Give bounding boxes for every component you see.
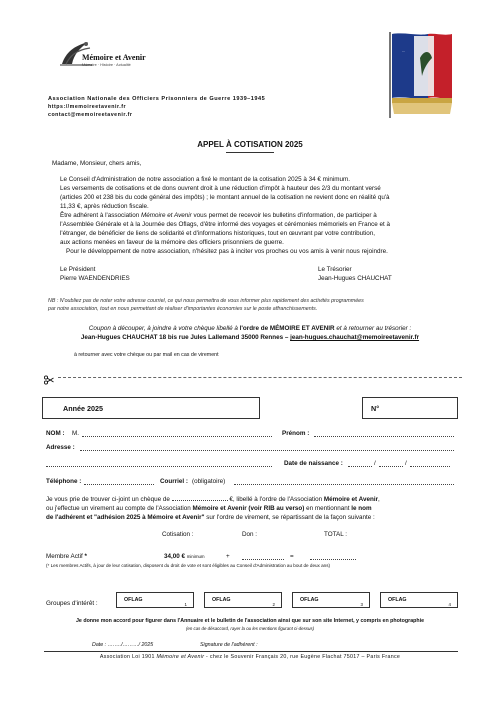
- treasurer-role: Le Trésorier: [318, 266, 352, 273]
- courriel-field[interactable]: [234, 484, 454, 485]
- total-field[interactable]: [310, 559, 356, 560]
- date-field[interactable]: Date : ……../………/ 2025: [92, 642, 154, 648]
- text: 34,00 €: [164, 553, 186, 560]
- telephone-field[interactable]: [84, 484, 154, 485]
- letter-paragraph-1: Le Conseil d'Administration de notre association a fixé le montant de la cotisation 2025 à 34 € minimum.: [60, 176, 350, 183]
- oflag-box-3[interactable]: [292, 592, 370, 608]
- date-sep: /: [374, 460, 376, 467]
- naissance-day[interactable]: [348, 466, 372, 467]
- membre-actif-label: [46, 553, 87, 561]
- date-sep: /: [405, 460, 407, 467]
- text: minimum: [186, 554, 205, 559]
- oflag-box-4[interactable]: [380, 592, 458, 608]
- adresse-label: Adresse :: [46, 444, 75, 451]
- text: de l'adhérent et "adhésion 2025 à Mémoire et Avenir": [46, 514, 205, 521]
- oflag-box-2[interactable]: [204, 592, 282, 608]
- cheque-line-3: [46, 514, 375, 522]
- svg-text:...: ...: [402, 48, 406, 53]
- cheque-amount-field[interactable]: [172, 500, 228, 501]
- text: Je vous prie de trouver ci-joint un chèque de: [46, 496, 172, 503]
- treasurer-address: [0, 334, 500, 342]
- logo-title: Mémoire et Avenir: [82, 53, 146, 62]
- letter-paragraph-3b: l'Assemblée Générale et à la Journée des Oflags, d'être informé des voyages et cérémonies mémoriels en France et à: [60, 221, 391, 228]
- text: - chez le Souvenir Français 20, rue Eugène Flachat 75017 – Paris France: [204, 654, 401, 660]
- year-box: [42, 397, 260, 419]
- text: Membre Actif: [46, 553, 83, 560]
- member-number-box[interactable]: [362, 397, 458, 419]
- prenom-field[interactable]: [314, 436, 454, 437]
- text: vous permet de recevoir les bulletins d'information, de participer à: [191, 212, 377, 219]
- courriel-label: Courriel :: [160, 478, 188, 485]
- president-name: Pierre WAENDENDRIES: [60, 275, 130, 282]
- treasurer-email-link[interactable]: jean-hugues.chauchat@memoireetavenir.fr: [290, 334, 420, 341]
- text: ou j'effectue un virement au compte de l'Association: [46, 505, 193, 512]
- courriel-hint: (obligatoire): [192, 478, 226, 485]
- groupes-label: Groupes d'intérêt :: [46, 600, 98, 607]
- nom-label: NOM :: [46, 430, 65, 437]
- adresse-field-line2[interactable]: [46, 466, 272, 467]
- letter-paragraph-2b: (articles 200 et 238 bis du code général des impôts) ; le montant annuel de la cotisation ne revient donc en réalité qu'à: [60, 194, 390, 201]
- equals-sign: =: [290, 553, 294, 560]
- adresse-field[interactable]: [80, 450, 454, 451]
- text: et à retourner au trésorier :: [334, 325, 412, 332]
- membre-amount: [164, 553, 205, 561]
- text: sur l'ordre de virement, se répartissant de la façon suivante :: [204, 514, 375, 521]
- membre-footnote: (* Les membres Actifs, à jour de leur cotisation, disposent du droit de vote et sont éligibles au Conseil d'Administration au bout de deux ans): [46, 563, 331, 568]
- total-label: TOTAL :: [324, 531, 347, 538]
- text: Mémoire et Avenir: [323, 496, 379, 503]
- nom-field[interactable]: [82, 436, 272, 437]
- oflag-number: 1: [184, 602, 187, 607]
- cotisation-label: Cotisation :: [162, 531, 194, 538]
- letter-paragraph-3c: l'étranger, de bénéficier de liens de solidarité et d'informations historiques, tout en œuvrant par votre contribution,: [60, 230, 375, 237]
- association-name: Association Nationale des Officiers Prisonniers de Guerre 1939–1945: [48, 96, 266, 102]
- letter-paragraph-3d: aux actions menées en faveur de la mémoire des officiers prisonniers de guerre.: [60, 239, 284, 246]
- don-label: Don :: [242, 531, 258, 538]
- consent-text: Je donne mon accord pour figurer dans l'Annuaire et le bulletin de l'association ainsi que sur son site Internet, y compris en photographie: [75, 618, 425, 624]
- oflag-number: 3: [360, 602, 363, 607]
- title-underline: [226, 152, 274, 153]
- oflag-number: 2: [272, 602, 275, 607]
- footer: [0, 654, 500, 661]
- prenom-label: Prénom :: [282, 430, 310, 437]
- text: l'ordre de MÉMOIRE ET AVENIR: [239, 325, 335, 332]
- greeting: Madame, Monsieur, chers amis,: [52, 160, 142, 167]
- text: le nom: [351, 505, 372, 512]
- association-name-inline: Mémoire et Avenir: [141, 212, 192, 219]
- letter-paragraph-2a: Les versements de cotisations et de dons ouvrent droit à une réduction d'impôt à hauteur des 2/3 du montant versé: [60, 185, 381, 192]
- nb-note-line2: par notre association, tout en nous permettant de réaliser d'importantes économies sur le poste affranchissements.: [48, 306, 318, 312]
- letter-paragraph-3a: [60, 212, 377, 220]
- oflag-label: OFLAG: [300, 597, 319, 603]
- logo-subtitle: Mémoire · Histoire · Actualité: [82, 63, 131, 67]
- letter-paragraph-2c: 11,33 €, après réduction fiscale.: [60, 203, 149, 210]
- oflag-label: OFLAG: [124, 597, 143, 603]
- text: Association Loi 1901: [99, 654, 157, 660]
- telephone-label: Téléphone :: [46, 478, 82, 485]
- consent-note: (en cas de désaccord, rayer la ou les mentions figurant ci-dessus): [185, 626, 315, 631]
- signature-label: Signature de l'adhérent :: [200, 642, 258, 648]
- president-role: Le Président: [60, 266, 96, 273]
- treasurer-name: Jean-Hugues CHAUCHAT: [318, 275, 392, 282]
- oflag-box-1[interactable]: [116, 592, 194, 608]
- oflag-label: OFLAG: [388, 597, 407, 603]
- return-instructions: à retourner avec votre chèque ou par mail en cas de virement: [74, 352, 219, 358]
- text: Être adhérent à l'association: [60, 212, 142, 219]
- scissors-icon: [44, 372, 54, 382]
- email-link[interactable]: contact@memoireetavenir.fr: [48, 112, 133, 118]
- year-label: Année 2025: [63, 404, 103, 413]
- flag-image: [384, 28, 460, 120]
- text: €, libellé à l'ordre de l'Association: [227, 496, 324, 503]
- text: Jean-Hugues CHAUCHAT 18 bis rue Jules Lallemand 35000 Rennes –: [80, 334, 291, 341]
- text: Mémoire et Avenir: [156, 654, 205, 660]
- member-number-label: N°: [371, 404, 380, 413]
- page-title: APPEL À COTISATION 2025: [197, 140, 303, 149]
- oflag-number: 4: [448, 602, 451, 607]
- cheque-line-2: [46, 505, 372, 513]
- logo: [44, 36, 164, 88]
- nom-prefix: M.: [72, 430, 79, 437]
- plus-sign: +: [226, 553, 230, 560]
- text: en mentionnant: [304, 505, 352, 512]
- cut-line: [58, 377, 462, 378]
- coupon-instructions: [0, 325, 500, 333]
- text: *: [84, 553, 87, 560]
- don-field[interactable]: [242, 559, 284, 560]
- naissance-year[interactable]: [410, 466, 450, 467]
- website-link[interactable]: https://memoireetavenir.fr: [48, 104, 127, 110]
- text: Mémoire et Avenir (voir RIB au verso): [192, 505, 305, 512]
- text: Coupon à découper, à joindre à votre chèque libellé à: [88, 325, 240, 332]
- cheque-line-1: Je vous prie de trouver ci-joint un chèque de €, libellé à l'ordre de l'Association Mémoire et Avenir,: [46, 496, 380, 503]
- naissance-label: Date de naissance :: [284, 460, 343, 467]
- letter-paragraph-4: Pour le développement de notre association, n'hésitez pas à inciter vos proches ou vos amis à venir nous rejoindre.: [66, 248, 388, 255]
- oflag-label: OFLAG: [212, 597, 231, 603]
- footer-rule: [44, 651, 458, 652]
- naissance-month[interactable]: [379, 466, 403, 467]
- nb-note-line1: NB : N'oubliez pas de noter votre adresse courriel, ce qui nous permettra de vous informer plus rapidement des activités programmées: [48, 298, 364, 304]
